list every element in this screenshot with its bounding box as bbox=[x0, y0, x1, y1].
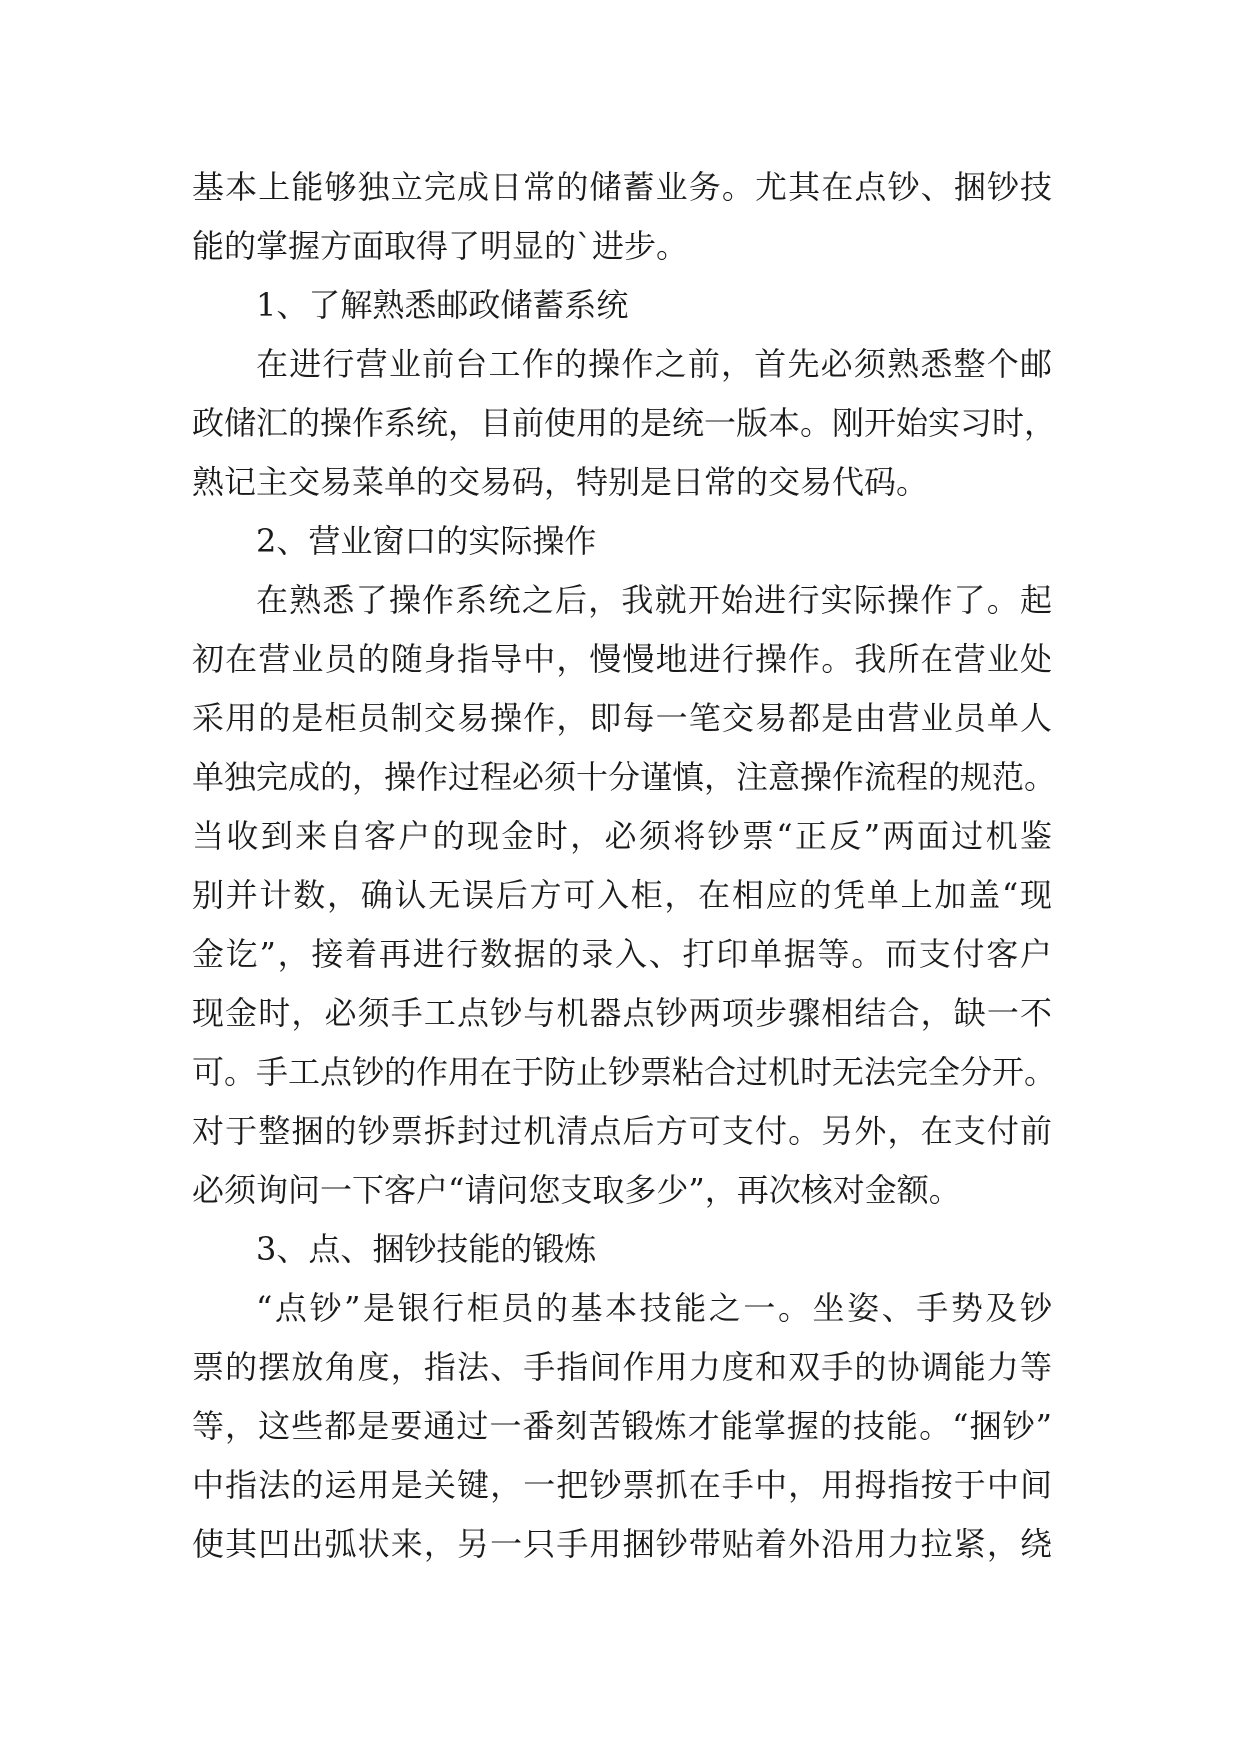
text-line: 金讫”，接着再进行数据的录入、打印单据等。而支付客户 bbox=[192, 935, 1052, 973]
text-line: 使其凹出弧状来，另一只手用捆钞带贴着外沿用力拉紧，绕 bbox=[192, 1525, 1052, 1563]
text-line: 在熟悉了操作系统之后，我就开始进行实际操作了。起 bbox=[256, 581, 1052, 619]
text-line: 可。手工点钞的作用在于防止钞票粘合过机时无法完全分开。 bbox=[192, 1053, 1057, 1091]
text-line: 别并计数，确认无误后方可入柜，在相应的凭单上加盖“现 bbox=[192, 876, 1052, 914]
text-line: 票的摆放角度，指法、手指间作用力度和双手的协调能力等 bbox=[192, 1348, 1052, 1386]
text-line: 熟记主交易菜单的交易码，特别是日常的交易代码。 bbox=[192, 463, 929, 501]
text-line: 采用的是柜员制交易操作，即每一笔交易都是由营业员单人 bbox=[192, 699, 1052, 737]
text-line: 在进行营业前台工作的操作之前，首先必须熟悉整个邮 bbox=[256, 345, 1052, 383]
text-line: 必须询问一下客户“请问您支取多少”，再次核对金额。 bbox=[192, 1171, 961, 1209]
text-line: “点钞”是银行柜员的基本技能之一。坐姿、手势及钞 bbox=[256, 1289, 1052, 1327]
text-line: 当收到来自客户的现金时，必须将钞票“正反”两面过机鉴 bbox=[192, 817, 1052, 855]
text-line: 中指法的运用是关键，一把钞票抓在手中，用拇指按于中间 bbox=[192, 1466, 1052, 1504]
section-heading: 2、营业窗口的实际操作 bbox=[256, 522, 597, 560]
section-heading: 3、点、捆钞技能的锻炼 bbox=[256, 1230, 597, 1268]
text-line: 能的掌握方面取得了明显的`进步。 bbox=[192, 227, 689, 265]
body-text bbox=[192, 158, 1057, 1574]
text-line: 现金时，必须手工点钞与机器点钞两项步骤相结合，缺一不 bbox=[192, 994, 1052, 1032]
text-line: 等，这些都是要通过一番刻苦锻炼才能掌握的技能。“捆钞” bbox=[192, 1407, 1052, 1445]
text-line: 初在营业员的随身指导中，慢慢地进行操作。我所在营业处 bbox=[192, 640, 1052, 678]
text-line: 政储汇的操作系统，目前使用的是统一版本。刚开始实习时， bbox=[192, 404, 1057, 442]
section-heading: 1、了解熟悉邮政储蓄系统 bbox=[256, 286, 629, 324]
text-line: 单独完成的，操作过程必须十分谨慎，注意操作流程的规范。 bbox=[192, 758, 1057, 796]
text-line: 基本上能够独立完成日常的储蓄业务。尤其在点钞、捆钞技 bbox=[192, 168, 1052, 206]
text-line: 对于整捆的钞票拆封过机清点后方可支付。另外，在支付前 bbox=[192, 1112, 1052, 1150]
